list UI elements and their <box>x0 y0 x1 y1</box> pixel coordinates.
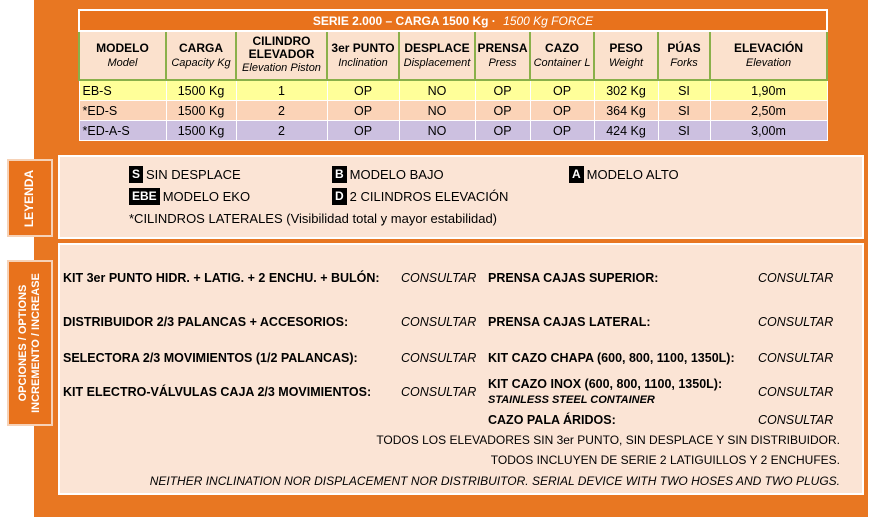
table-row <box>79 101 827 121</box>
option-label: PRENSA CAJAS SUPERIOR: <box>488 271 659 285</box>
option-value: CONSULTAR <box>758 351 834 365</box>
option-value: CONSULTAR <box>758 315 834 329</box>
options-tab-label-2: INCREMENTO / INCREASE <box>30 273 43 413</box>
cell-3er-punto: OP <box>327 80 399 101</box>
header-prensa: PRENSA Press <box>475 31 530 80</box>
header-elevacion: ELEVACIÓN Elevation <box>710 31 827 80</box>
cell-modelo: EB-S <box>79 80 166 101</box>
option-label: CAZO PALA ÁRIDOS: <box>488 413 616 427</box>
legend-label-ebe: MODELO EKO <box>162 189 251 204</box>
footer-note: TODOS LOS ELEVADORES SIN 3er PUNTO, SIN DESPLACE Y SIN DISTRIBUIDOR. <box>376 433 840 447</box>
cell-desplace: NO <box>399 101 475 121</box>
table-row <box>79 121 827 141</box>
cell-puas: SI <box>658 80 710 101</box>
header-carga: CARGA Capacity Kg <box>166 31 236 80</box>
legend-label-s: SIN DESPLACE <box>146 167 241 182</box>
option-value: CONSULTAR <box>401 271 477 285</box>
header-peso: PESO Weight <box>594 31 658 80</box>
table-title <box>79 10 827 31</box>
option-label: KIT ELECTRO-VÁLVULAS CAJA 2/3 MOVIMIENTOS: <box>63 385 372 399</box>
option-value: CONSULTAR <box>758 413 834 427</box>
legend-code-a: A <box>569 166 584 183</box>
cell-elevacion: 1,90m <box>710 80 827 101</box>
table-title-en: 1500 Kg FORCE <box>503 13 594 28</box>
option-label: KIT 3er PUNTO HIDR. + LATIG. + 2 ENCHU. + BULÓN: <box>63 271 380 285</box>
legend-tab-label: LEYENDA <box>22 169 37 227</box>
option-label: PRENSA CAJAS LATERAL: <box>488 315 651 329</box>
option-sublabel: STAINLESS STEEL CONTAINER <box>488 394 655 406</box>
cell-elevacion: 2,50m <box>710 101 827 121</box>
header-desplace: DESPLACE Displacement <box>399 31 475 80</box>
cell-peso: 364 Kg <box>594 101 658 121</box>
header-3er-punto: 3er PUNTO Inclination <box>327 31 399 80</box>
legend-code-b: B <box>332 166 347 183</box>
option-value: CONSULTAR <box>401 315 477 329</box>
cell-puas: SI <box>658 101 710 121</box>
cell-cazo: OP <box>530 101 594 121</box>
legend-label-d: 2 CILINDROS ELEVACIÓN <box>349 189 509 204</box>
cell-prensa: OP <box>475 101 530 121</box>
cell-puas: SI <box>658 121 710 141</box>
header-cilindro: CILINDRO ELEVADOR Elevation Piston <box>236 31 327 80</box>
legend-code-d: D <box>332 188 347 205</box>
legend-code-s: S <box>129 166 143 183</box>
cell-prensa: OP <box>475 80 530 101</box>
legend-item-s <box>129 166 241 183</box>
option-label: KIT CAZO INOX (600, 800, 1100, 1350L): <box>488 377 723 391</box>
cell-cilindro: 2 <box>236 121 327 141</box>
options-tab <box>7 260 53 426</box>
cell-peso: 302 Kg <box>594 80 658 101</box>
table-row <box>79 80 827 101</box>
spec-table <box>78 9 828 141</box>
cell-desplace: NO <box>399 80 475 101</box>
cell-cazo: OP <box>530 121 594 141</box>
option-label: KIT CAZO CHAPA (600, 800, 1100, 1350L): <box>488 351 735 365</box>
table-title-es: SERIE 2.000 – CARGA 1500 Kg · <box>312 13 496 28</box>
cell-carga: 1500 Kg <box>166 121 236 141</box>
header-modelo: MODELO Model <box>79 31 166 80</box>
options-tab-label-1: OPCIONES / OPTIONS <box>17 284 30 402</box>
header-puas: PÚAS Forks <box>658 31 710 80</box>
legend-note: *CILINDROS LATERALES (Visibilidad total y mayor estabilidad) <box>129 211 497 226</box>
legend-label-b: MODELO BAJO <box>349 167 444 182</box>
cell-cilindro: 2 <box>236 101 327 121</box>
legend-tab <box>7 159 53 237</box>
cell-elevacion: 3,00m <box>710 121 827 141</box>
legend-item-d <box>332 188 508 205</box>
cell-modelo: *ED-A-S <box>79 121 166 141</box>
option-value: CONSULTAR <box>758 385 834 399</box>
legend-code-ebe: EBE <box>129 188 160 205</box>
legend-item-b <box>332 166 444 183</box>
cell-prensa: OP <box>475 121 530 141</box>
cell-cilindro: 1 <box>236 80 327 101</box>
table-header-row <box>79 31 827 80</box>
legend-label-a: MODELO ALTO <box>586 167 679 182</box>
cell-carga: 1500 Kg <box>166 80 236 101</box>
option-value: CONSULTAR <box>401 385 477 399</box>
cell-carga: 1500 Kg <box>166 101 236 121</box>
cell-3er-punto: OP <box>327 121 399 141</box>
cell-3er-punto: OP <box>327 101 399 121</box>
cell-desplace: NO <box>399 121 475 141</box>
option-value: CONSULTAR <box>758 271 834 285</box>
option-label: DISTRIBUIDOR 2/3 PALANCAS + ACCESORIOS: <box>63 315 349 329</box>
header-cazo: CAZO Container L <box>530 31 594 80</box>
option-label: SELECTORA 2/3 MOVIMIENTOS (1/2 PALANCAS): <box>63 351 358 365</box>
legend-item-a <box>569 166 679 183</box>
footer-note: NEITHER INCLINATION NOR DISPLACEMENT NOR DISTRIBUITOR. SERIAL DEVICE WITH TWO HOSES AND TWO PLUGS. <box>149 474 840 488</box>
cell-peso: 424 Kg <box>594 121 658 141</box>
legend-item-ebe <box>129 188 250 205</box>
cell-modelo: *ED-S <box>79 101 166 121</box>
footer-note: TODOS INCLUYEN DE SERIE 2 LATIGUILLOS Y 2 ENCHUFES. <box>490 453 840 467</box>
cell-cazo: OP <box>530 80 594 101</box>
option-value: CONSULTAR <box>401 351 477 365</box>
